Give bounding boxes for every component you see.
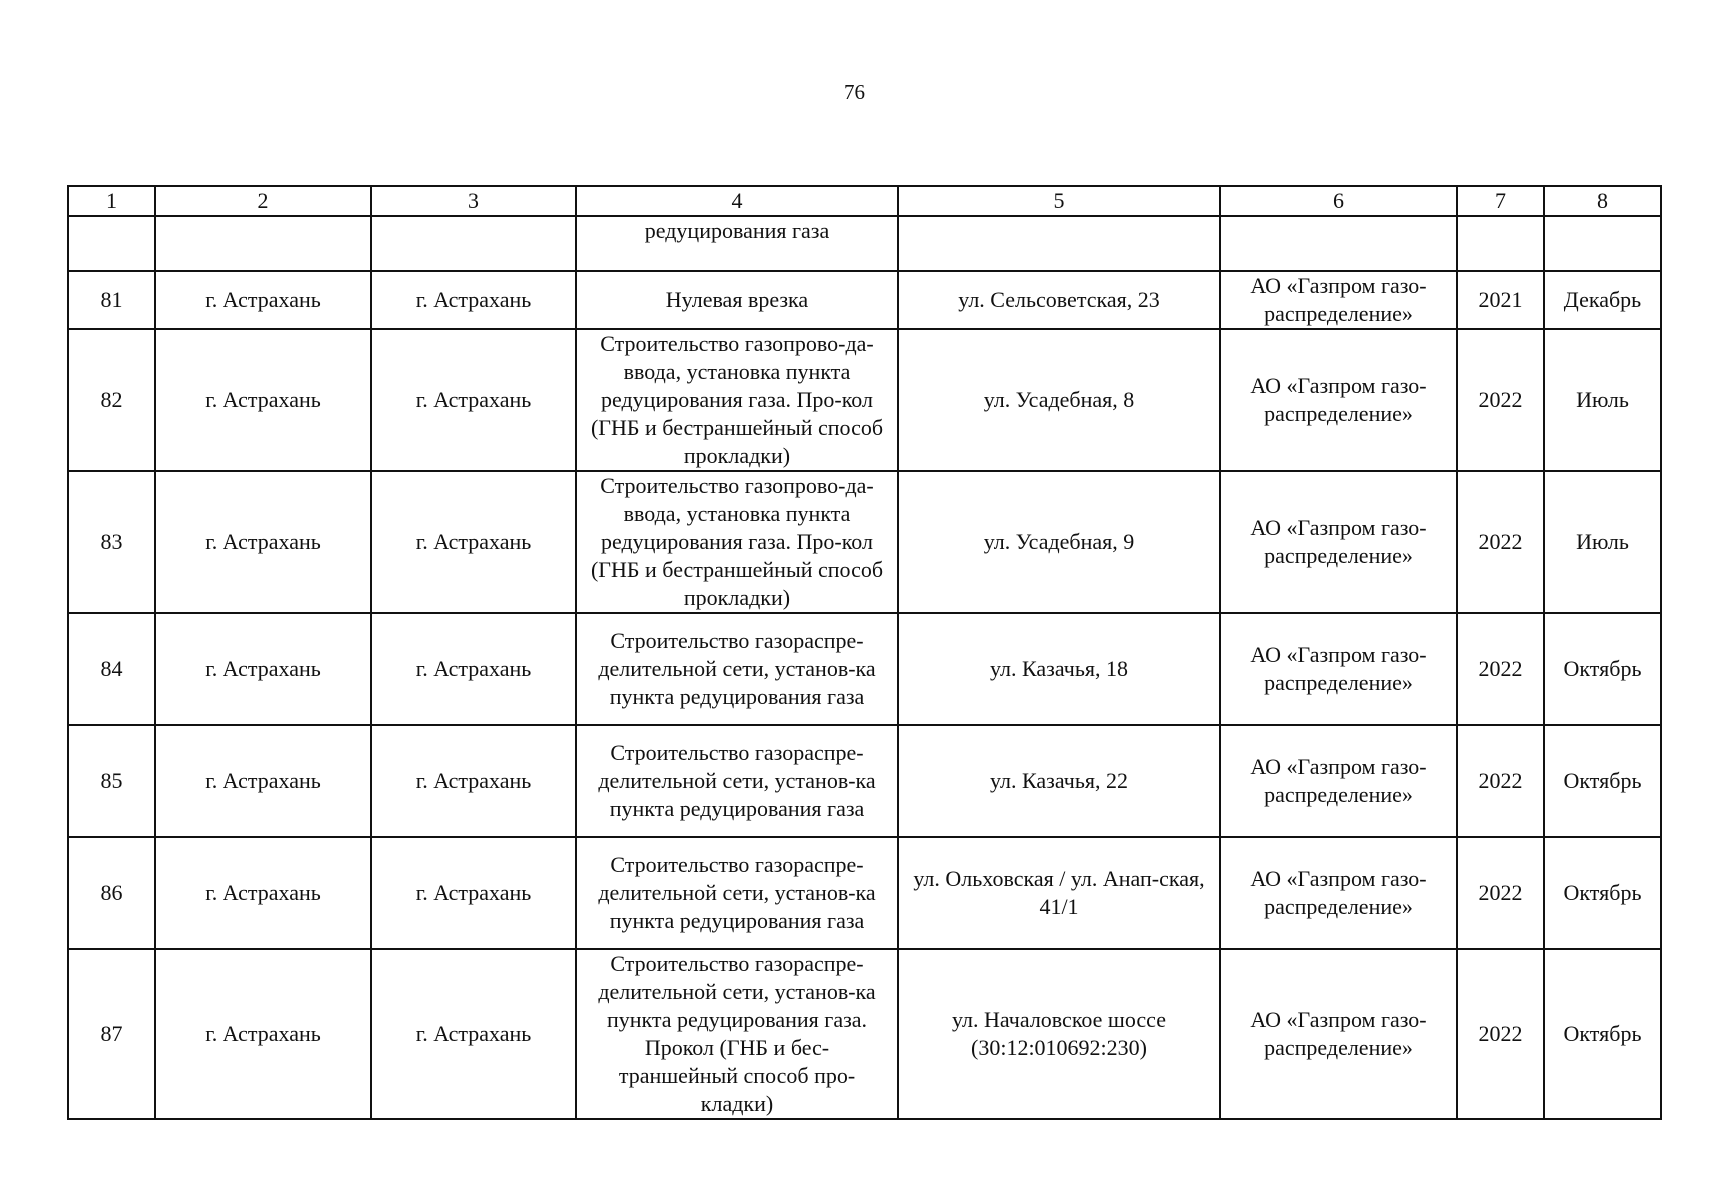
table-row (68, 613, 1661, 725)
address-cell: ул. Казачья, 18 (898, 613, 1220, 725)
row-number: 85 (68, 725, 155, 837)
table-row (68, 837, 1661, 949)
city-cell: г. Астрахань (371, 271, 576, 329)
column-number-header: 2 (155, 186, 371, 216)
empty-cell (371, 216, 576, 271)
work-description: Строительство газораспре-делительной сети, установ-ка пункта редуцирования газа (576, 613, 898, 725)
city-cell: г. Астрахань (155, 271, 371, 329)
empty-cell (898, 216, 1220, 271)
address-cell: ул. Ольховская / ул. Анап-ская, 41/1 (898, 837, 1220, 949)
month-cell: Октябрь (1544, 837, 1661, 949)
year-cell: 2022 (1457, 837, 1544, 949)
year-cell: 2022 (1457, 613, 1544, 725)
work-description: Строительство газораспре-делительной сети, установ-ка пункта редуцирования газа (576, 837, 898, 949)
city-cell: г. Астрахань (155, 471, 371, 613)
page-number: 76 (844, 80, 865, 104)
work-description: Строительство газопрово-да-ввода, установка пункта редуцирования газа. Про-кол (ГНБ и бестраншейный способ прокладки) (576, 329, 898, 471)
column-number-header: 6 (1220, 186, 1457, 216)
work-description: Нулевая врезка (576, 271, 898, 329)
city-cell: г. Астрахань (371, 613, 576, 725)
organization-cell: АО «Газпром газо-распределение» (1220, 329, 1457, 471)
address-cell: ул. Началовское шоссе (30:12:010692:230) (898, 949, 1220, 1119)
row-number: 83 (68, 471, 155, 613)
year-cell: 2021 (1457, 271, 1544, 329)
row-number: 81 (68, 271, 155, 329)
month-cell: Декабрь (1544, 271, 1661, 329)
work-description-continuation: редуцирования газа (576, 216, 898, 271)
city-cell: г. Астрахань (371, 725, 576, 837)
address-cell: ул. Усадебная, 8 (898, 329, 1220, 471)
table-row (68, 271, 1661, 329)
city-cell: г. Астрахань (155, 329, 371, 471)
month-cell: Июль (1544, 471, 1661, 613)
row-number: 87 (68, 949, 155, 1119)
address-cell: ул. Казачья, 22 (898, 725, 1220, 837)
year-cell: 2022 (1457, 329, 1544, 471)
city-cell: г. Астрахань (155, 725, 371, 837)
city-cell: г. Астрахань (371, 949, 576, 1119)
empty-cell (1457, 216, 1544, 271)
month-cell: Октябрь (1544, 949, 1661, 1119)
column-number-header: 5 (898, 186, 1220, 216)
city-cell: г. Астрахань (371, 329, 576, 471)
row-number: 82 (68, 329, 155, 471)
city-cell: г. Астрахань (155, 837, 371, 949)
table-row (68, 329, 1661, 471)
empty-cell (68, 216, 155, 271)
organization-cell: АО «Газпром газо-распределение» (1220, 271, 1457, 329)
organization-cell: АО «Газпром газо-распределение» (1220, 471, 1457, 613)
year-cell: 2022 (1457, 949, 1544, 1119)
column-number-header: 1 (68, 186, 155, 216)
empty-cell (155, 216, 371, 271)
column-number-header: 7 (1457, 186, 1544, 216)
empty-cell (1544, 216, 1661, 271)
year-cell: 2022 (1457, 471, 1544, 613)
row-number: 86 (68, 837, 155, 949)
gas-works-schedule-table (67, 185, 1662, 1120)
table-row (68, 949, 1661, 1119)
row-number: 84 (68, 613, 155, 725)
organization-cell: АО «Газпром газо-распределение» (1220, 725, 1457, 837)
organization-cell: АО «Газпром газо-распределение» (1220, 837, 1457, 949)
organization-cell: АО «Газпром газо-распределение» (1220, 949, 1457, 1119)
city-cell: г. Астрахань (155, 949, 371, 1119)
continuation-row (68, 216, 1661, 271)
empty-cell (1220, 216, 1457, 271)
table-row (68, 725, 1661, 837)
month-cell: Июль (1544, 329, 1661, 471)
month-cell: Октябрь (1544, 725, 1661, 837)
work-description: Строительство газопрово-да-ввода, установка пункта редуцирования газа. Про-кол (ГНБ и бестраншейный способ прокладки) (576, 471, 898, 613)
work-description: Строительство газораспре-делительной сети, установ-ка пункта редуцирования газа (576, 725, 898, 837)
city-cell: г. Астрахань (371, 471, 576, 613)
address-cell: ул. Сельсоветская, 23 (898, 271, 1220, 329)
column-number-header: 3 (371, 186, 576, 216)
column-number-header: 8 (1544, 186, 1661, 216)
city-cell: г. Астрахань (155, 613, 371, 725)
work-description: Строительство газораспре-делительной сети, установ-ка пункта редуцирования газа. Прокол (ГНБ и бес-траншейный способ про-кладки) (576, 949, 898, 1119)
address-cell: ул. Усадебная, 9 (898, 471, 1220, 613)
table-row (68, 471, 1661, 613)
organization-cell: АО «Газпром газо-распределение» (1220, 613, 1457, 725)
city-cell: г. Астрахань (371, 837, 576, 949)
column-number-header-row (68, 186, 1661, 216)
month-cell: Октябрь (1544, 613, 1661, 725)
year-cell: 2022 (1457, 725, 1544, 837)
column-number-header: 4 (576, 186, 898, 216)
